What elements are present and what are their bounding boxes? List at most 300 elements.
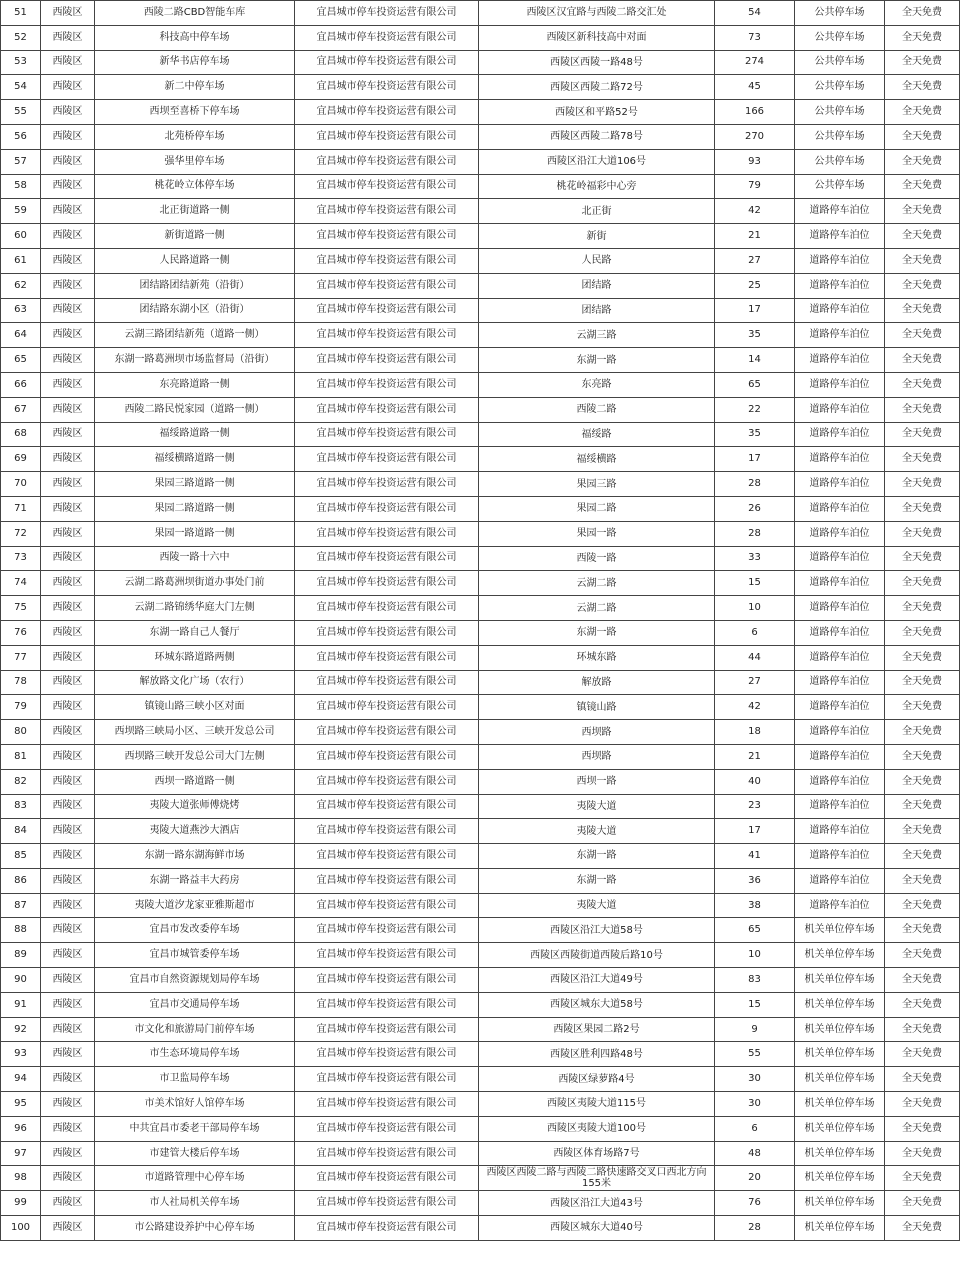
fee-policy-cell: 全天免费 (885, 1116, 960, 1141)
parking-type-cell: 机关单位停车场 (795, 1092, 885, 1117)
table-row (1, 819, 960, 844)
parking-type-cell: 机关单位停车场 (795, 968, 885, 993)
table-row (1, 273, 960, 298)
parking-type-cell: 机关单位停车场 (795, 918, 885, 943)
space-count-cell: 15 (715, 571, 795, 596)
table-row (1, 447, 960, 472)
address-cell: 西陵区新科技高中对面 (479, 25, 715, 50)
parking-type-cell: 道路停车泊位 (795, 720, 885, 745)
fee-policy-cell: 全天免费 (885, 720, 960, 745)
table-row (1, 397, 960, 422)
row-number-cell: 99 (1, 1191, 41, 1216)
table-row (1, 943, 960, 968)
fee-policy-cell: 全天免费 (885, 794, 960, 819)
fee-policy-cell: 全天免费 (885, 75, 960, 100)
address-cell: 西陵区夷陵大道100号 (479, 1116, 715, 1141)
space-count-cell: 40 (715, 769, 795, 794)
row-number-cell: 93 (1, 1042, 41, 1067)
parking-lot-name-cell: 西陵一路十六中 (95, 546, 295, 571)
space-count-cell: 28 (715, 472, 795, 497)
table-row (1, 224, 960, 249)
parking-type-cell: 道路停车泊位 (795, 695, 885, 720)
space-count-cell: 27 (715, 248, 795, 273)
parking-lot-name-cell: 强华里停车场 (95, 149, 295, 174)
space-count-cell: 30 (715, 1067, 795, 1092)
parking-lot-name-cell: 西坝路三峡开发总公司大门左侧 (95, 744, 295, 769)
parking-lot-name-cell: 桃花岭立体停车场 (95, 174, 295, 199)
district-cell: 西陵区 (41, 992, 95, 1017)
table-row (1, 670, 960, 695)
operator-cell: 宜昌城市停车投资运营有限公司 (295, 422, 479, 447)
parking-lot-name-cell: 北苑桥停车场 (95, 124, 295, 149)
district-cell: 西陵区 (41, 720, 95, 745)
operator-cell: 宜昌城市停车投资运营有限公司 (295, 844, 479, 869)
table-row (1, 149, 960, 174)
address-cell: 西陵区体育场路7号 (479, 1141, 715, 1166)
parking-table-body (1, 1, 960, 1241)
operator-cell: 宜昌城市停车投资运营有限公司 (295, 1166, 479, 1191)
operator-cell: 宜昌城市停车投资运营有限公司 (295, 25, 479, 50)
parking-type-cell: 道路停车泊位 (795, 248, 885, 273)
parking-type-cell: 道路停车泊位 (795, 868, 885, 893)
district-cell: 西陵区 (41, 1017, 95, 1042)
space-count-cell: 20 (715, 1166, 795, 1191)
row-number-cell: 72 (1, 521, 41, 546)
address-cell: 西陵区西陵一路48号 (479, 50, 715, 75)
row-number-cell: 74 (1, 571, 41, 596)
address-cell: 云湖二路 (479, 571, 715, 596)
address-cell: 镇镜山路 (479, 695, 715, 720)
row-number-cell: 76 (1, 620, 41, 645)
fee-policy-cell: 全天免费 (885, 248, 960, 273)
address-cell: 西陵区和平路52号 (479, 100, 715, 125)
parking-type-cell: 道路停车泊位 (795, 670, 885, 695)
parking-lot-name-cell: 西坝至喜桥下停车场 (95, 100, 295, 125)
address-cell: 环城东路 (479, 645, 715, 670)
parking-lot-name-cell: 东湖一路葛洲坝市场监督局（沿街） (95, 348, 295, 373)
operator-cell: 宜昌城市停车投资运营有限公司 (295, 1191, 479, 1216)
row-number-cell: 82 (1, 769, 41, 794)
address-cell: 西陵区西陵二路72号 (479, 75, 715, 100)
operator-cell: 宜昌城市停车投资运营有限公司 (295, 472, 479, 497)
fee-policy-cell: 全天免费 (885, 695, 960, 720)
operator-cell: 宜昌城市停车投资运营有限公司 (295, 968, 479, 993)
operator-cell: 宜昌城市停车投资运营有限公司 (295, 248, 479, 273)
address-cell: 西陵一路 (479, 546, 715, 571)
district-cell: 西陵区 (41, 149, 95, 174)
space-count-cell: 17 (715, 447, 795, 472)
parking-type-cell: 机关单位停车场 (795, 1067, 885, 1092)
district-cell: 西陵区 (41, 1166, 95, 1191)
row-number-cell: 88 (1, 918, 41, 943)
fee-policy-cell: 全天免费 (885, 397, 960, 422)
space-count-cell: 28 (715, 1216, 795, 1241)
row-number-cell: 51 (1, 1, 41, 26)
row-number-cell: 64 (1, 323, 41, 348)
fee-policy-cell: 全天免费 (885, 372, 960, 397)
parking-lot-name-cell: 宜昌市交通局停车场 (95, 992, 295, 1017)
district-cell: 西陵区 (41, 744, 95, 769)
operator-cell: 宜昌城市停车投资运营有限公司 (295, 893, 479, 918)
fee-policy-cell: 全天免费 (885, 1, 960, 26)
table-row (1, 521, 960, 546)
table-row (1, 720, 960, 745)
operator-cell: 宜昌城市停车投资运营有限公司 (295, 1216, 479, 1241)
address-cell: 团结路 (479, 273, 715, 298)
operator-cell: 宜昌城市停车投资运营有限公司 (295, 720, 479, 745)
parking-lot-name-cell: 西坝一路道路一侧 (95, 769, 295, 794)
space-count-cell: 42 (715, 695, 795, 720)
parking-type-cell: 道路停车泊位 (795, 273, 885, 298)
row-number-cell: 87 (1, 893, 41, 918)
parking-lot-name-cell: 市公路建设养护中心停车场 (95, 1216, 295, 1241)
district-cell: 西陵区 (41, 670, 95, 695)
district-cell: 西陵区 (41, 1092, 95, 1117)
parking-type-cell: 道路停车泊位 (795, 422, 885, 447)
operator-cell: 宜昌城市停车投资运营有限公司 (295, 124, 479, 149)
fee-policy-cell: 全天免费 (885, 893, 960, 918)
district-cell: 西陵区 (41, 521, 95, 546)
parking-lot-name-cell: 果园一路道路一侧 (95, 521, 295, 546)
row-number-cell: 85 (1, 844, 41, 869)
table-row (1, 174, 960, 199)
operator-cell: 宜昌城市停车投资运营有限公司 (295, 298, 479, 323)
district-cell: 西陵区 (41, 571, 95, 596)
table-row (1, 868, 960, 893)
fee-policy-cell: 全天免费 (885, 224, 960, 249)
space-count-cell: 35 (715, 422, 795, 447)
parking-type-cell: 机关单位停车场 (795, 1191, 885, 1216)
space-count-cell: 65 (715, 372, 795, 397)
district-cell: 西陵区 (41, 546, 95, 571)
parking-type-cell: 机关单位停车场 (795, 1017, 885, 1042)
district-cell: 西陵区 (41, 620, 95, 645)
row-number-cell: 81 (1, 744, 41, 769)
operator-cell: 宜昌城市停车投资运营有限公司 (295, 50, 479, 75)
address-cell: 西陵区夷陵大道115号 (479, 1092, 715, 1117)
row-number-cell: 80 (1, 720, 41, 745)
operator-cell: 宜昌城市停车投资运营有限公司 (295, 323, 479, 348)
table-row (1, 1141, 960, 1166)
table-row (1, 422, 960, 447)
fee-policy-cell: 全天免费 (885, 1067, 960, 1092)
fee-policy-cell: 全天免费 (885, 868, 960, 893)
row-number-cell: 83 (1, 794, 41, 819)
space-count-cell: 42 (715, 199, 795, 224)
row-number-cell: 56 (1, 124, 41, 149)
space-count-cell: 48 (715, 1141, 795, 1166)
parking-lot-name-cell: 夷陵大道张师傅烧烤 (95, 794, 295, 819)
table-row (1, 1216, 960, 1241)
parking-type-cell: 道路停车泊位 (795, 794, 885, 819)
fee-policy-cell: 全天免费 (885, 918, 960, 943)
table-row (1, 25, 960, 50)
row-number-cell: 62 (1, 273, 41, 298)
parking-lot-name-cell: 东湖一路益丰大药房 (95, 868, 295, 893)
parking-type-cell: 道路停车泊位 (795, 645, 885, 670)
fee-policy-cell: 全天免费 (885, 1092, 960, 1117)
parking-type-cell: 公共停车场 (795, 124, 885, 149)
district-cell: 西陵区 (41, 447, 95, 472)
parking-lot-name-cell: 环城东路道路两侧 (95, 645, 295, 670)
table-row (1, 1166, 960, 1191)
district-cell: 西陵区 (41, 1141, 95, 1166)
table-row (1, 844, 960, 869)
table-row (1, 50, 960, 75)
address-cell: 西陵区城东大道40号 (479, 1216, 715, 1241)
district-cell: 西陵区 (41, 323, 95, 348)
parking-lot-name-cell: 市道路管理中心停车场 (95, 1166, 295, 1191)
fee-policy-cell: 全天免费 (885, 100, 960, 125)
parking-lot-name-cell: 市卫监局停车场 (95, 1067, 295, 1092)
operator-cell: 宜昌城市停车投资运营有限公司 (295, 199, 479, 224)
fee-policy-cell: 全天免费 (885, 472, 960, 497)
operator-cell: 宜昌城市停车投资运营有限公司 (295, 1067, 479, 1092)
operator-cell: 宜昌城市停车投资运营有限公司 (295, 546, 479, 571)
space-count-cell: 65 (715, 918, 795, 943)
parking-lot-name-cell: 云湖二路葛洲坝街道办事处门前 (95, 571, 295, 596)
operator-cell: 宜昌城市停车投资运营有限公司 (295, 273, 479, 298)
space-count-cell: 30 (715, 1092, 795, 1117)
operator-cell: 宜昌城市停车投资运营有限公司 (295, 372, 479, 397)
district-cell: 西陵区 (41, 1042, 95, 1067)
district-cell: 西陵区 (41, 50, 95, 75)
row-number-cell: 65 (1, 348, 41, 373)
address-cell: 解放路 (479, 670, 715, 695)
table-row (1, 323, 960, 348)
space-count-cell: 270 (715, 124, 795, 149)
district-cell: 西陵区 (41, 893, 95, 918)
address-cell: 夷陵大道 (479, 794, 715, 819)
fee-policy-cell: 全天免费 (885, 571, 960, 596)
operator-cell: 宜昌城市停车投资运营有限公司 (295, 918, 479, 943)
parking-lot-name-cell: 东湖一路东湖海鲜市场 (95, 844, 295, 869)
row-number-cell: 100 (1, 1216, 41, 1241)
address-cell: 桃花岭福彩中心旁 (479, 174, 715, 199)
row-number-cell: 59 (1, 199, 41, 224)
table-row (1, 124, 960, 149)
row-number-cell: 94 (1, 1067, 41, 1092)
district-cell: 西陵区 (41, 819, 95, 844)
district-cell: 西陵区 (41, 1216, 95, 1241)
fee-policy-cell: 全天免费 (885, 1042, 960, 1067)
table-row (1, 1191, 960, 1216)
parking-type-cell: 机关单位停车场 (795, 1141, 885, 1166)
fee-policy-cell: 全天免费 (885, 1166, 960, 1191)
parking-type-cell: 公共停车场 (795, 25, 885, 50)
district-cell: 西陵区 (41, 868, 95, 893)
parking-type-cell: 道路停车泊位 (795, 199, 885, 224)
fee-policy-cell: 全天免费 (885, 992, 960, 1017)
fee-policy-cell: 全天免费 (885, 1216, 960, 1241)
row-number-cell: 98 (1, 1166, 41, 1191)
space-count-cell: 17 (715, 819, 795, 844)
address-cell: 果园二路 (479, 496, 715, 521)
parking-type-cell: 道路停车泊位 (795, 323, 885, 348)
fee-policy-cell: 全天免费 (885, 199, 960, 224)
fee-policy-cell: 全天免费 (885, 1141, 960, 1166)
parking-type-cell: 公共停车场 (795, 1, 885, 26)
row-number-cell: 63 (1, 298, 41, 323)
address-cell: 东湖一路 (479, 868, 715, 893)
district-cell: 西陵区 (41, 348, 95, 373)
row-number-cell: 53 (1, 50, 41, 75)
address-cell: 西陵区西陵二路78号 (479, 124, 715, 149)
parking-type-cell: 公共停车场 (795, 50, 885, 75)
space-count-cell: 27 (715, 670, 795, 695)
row-number-cell: 67 (1, 397, 41, 422)
parking-lot-name-cell: 新华书店停车场 (95, 50, 295, 75)
parking-type-cell: 道路停车泊位 (795, 521, 885, 546)
row-number-cell: 75 (1, 596, 41, 621)
operator-cell: 宜昌城市停车投资运营有限公司 (295, 868, 479, 893)
operator-cell: 宜昌城市停车投资运营有限公司 (295, 819, 479, 844)
parking-type-cell: 道路停车泊位 (795, 447, 885, 472)
operator-cell: 宜昌城市停车投资运营有限公司 (295, 744, 479, 769)
parking-lot-name-cell: 团结路东湖小区（沿街） (95, 298, 295, 323)
space-count-cell: 38 (715, 893, 795, 918)
address-cell: 夷陵大道 (479, 819, 715, 844)
table-row (1, 596, 960, 621)
row-number-cell: 86 (1, 868, 41, 893)
row-number-cell: 52 (1, 25, 41, 50)
space-count-cell: 21 (715, 744, 795, 769)
parking-lot-name-cell: 宜昌市发改委停车场 (95, 918, 295, 943)
parking-type-cell: 机关单位停车场 (795, 1166, 885, 1191)
parking-lot-name-cell: 市建管大楼后停车场 (95, 1141, 295, 1166)
operator-cell: 宜昌城市停车投资运营有限公司 (295, 992, 479, 1017)
address-cell: 团结路 (479, 298, 715, 323)
table-row (1, 1092, 960, 1117)
district-cell: 西陵区 (41, 224, 95, 249)
table-row (1, 496, 960, 521)
operator-cell: 宜昌城市停车投资运营有限公司 (295, 645, 479, 670)
address-cell: 新街 (479, 224, 715, 249)
parking-lot-name-cell: 果园二路道路一侧 (95, 496, 295, 521)
operator-cell: 宜昌城市停车投资运营有限公司 (295, 1042, 479, 1067)
parking-lot-name-cell: 市文化和旅游局门前停车场 (95, 1017, 295, 1042)
space-count-cell: 18 (715, 720, 795, 745)
address-cell: 夷陵大道 (479, 893, 715, 918)
parking-type-cell: 道路停车泊位 (795, 348, 885, 373)
table-row (1, 546, 960, 571)
table-row (1, 1116, 960, 1141)
address-cell: 西坝路 (479, 744, 715, 769)
parking-lot-name-cell: 福绥横路道路一侧 (95, 447, 295, 472)
table-row (1, 744, 960, 769)
table-row (1, 348, 960, 373)
fee-policy-cell: 全天免费 (885, 149, 960, 174)
parking-type-cell: 道路停车泊位 (795, 496, 885, 521)
row-number-cell: 96 (1, 1116, 41, 1141)
district-cell: 西陵区 (41, 1191, 95, 1216)
fee-policy-cell: 全天免费 (885, 744, 960, 769)
table-row (1, 695, 960, 720)
table-row (1, 372, 960, 397)
fee-policy-cell: 全天免费 (885, 496, 960, 521)
operator-cell: 宜昌城市停车投资运营有限公司 (295, 447, 479, 472)
operator-cell: 宜昌城市停车投资运营有限公司 (295, 521, 479, 546)
address-cell: 果园一路 (479, 521, 715, 546)
space-count-cell: 10 (715, 943, 795, 968)
parking-lot-name-cell: 北正街道路一侧 (95, 199, 295, 224)
district-cell: 西陵区 (41, 695, 95, 720)
parking-lot-name-cell: 云湖二路锦绣华庭大门左侧 (95, 596, 295, 621)
fee-policy-cell: 全天免费 (885, 844, 960, 869)
parking-type-cell: 机关单位停车场 (795, 1216, 885, 1241)
table-row (1, 968, 960, 993)
district-cell: 西陵区 (41, 273, 95, 298)
parking-type-cell: 道路停车泊位 (795, 819, 885, 844)
address-cell: 福绥横路 (479, 447, 715, 472)
operator-cell: 宜昌城市停车投资运营有限公司 (295, 1141, 479, 1166)
district-cell: 西陵区 (41, 298, 95, 323)
address-cell: 西陵区绿萝路4号 (479, 1067, 715, 1092)
parking-lot-name-cell: 镇镜山路三峡小区对面 (95, 695, 295, 720)
operator-cell: 宜昌城市停车投资运营有限公司 (295, 496, 479, 521)
district-cell: 西陵区 (41, 1067, 95, 1092)
fee-policy-cell: 全天免费 (885, 1191, 960, 1216)
table-row (1, 645, 960, 670)
address-cell: 西陵区汉宜路与西陵二路交汇处 (479, 1, 715, 26)
row-number-cell: 57 (1, 149, 41, 174)
space-count-cell: 23 (715, 794, 795, 819)
operator-cell: 宜昌城市停车投资运营有限公司 (295, 695, 479, 720)
space-count-cell: 6 (715, 620, 795, 645)
operator-cell: 宜昌城市停车投资运营有限公司 (295, 1092, 479, 1117)
table-row (1, 571, 960, 596)
parking-lot-name-cell: 中共宜昌市委老干部局停车场 (95, 1116, 295, 1141)
fee-policy-cell: 全天免费 (885, 447, 960, 472)
district-cell: 西陵区 (41, 769, 95, 794)
address-cell: 东湖一路 (479, 620, 715, 645)
parking-type-cell: 公共停车场 (795, 75, 885, 100)
operator-cell: 宜昌城市停车投资运营有限公司 (295, 571, 479, 596)
row-number-cell: 70 (1, 472, 41, 497)
fee-policy-cell: 全天免费 (885, 968, 960, 993)
row-number-cell: 54 (1, 75, 41, 100)
fee-policy-cell: 全天免费 (885, 943, 960, 968)
address-cell: 人民路 (479, 248, 715, 273)
fee-policy-cell: 全天免费 (885, 521, 960, 546)
space-count-cell: 36 (715, 868, 795, 893)
space-count-cell: 274 (715, 50, 795, 75)
table-row (1, 472, 960, 497)
parking-lot-name-cell: 人民路道路一侧 (95, 248, 295, 273)
district-cell: 西陵区 (41, 75, 95, 100)
operator-cell: 宜昌城市停车投资运营有限公司 (295, 620, 479, 645)
parking-lot-name-cell: 西陵二路CBD智能车库 (95, 1, 295, 26)
operator-cell: 宜昌城市停车投资运营有限公司 (295, 224, 479, 249)
fee-policy-cell: 全天免费 (885, 323, 960, 348)
row-number-cell: 84 (1, 819, 41, 844)
parking-lot-name-cell: 市人社局机关停车场 (95, 1191, 295, 1216)
operator-cell: 宜昌城市停车投资运营有限公司 (295, 794, 479, 819)
space-count-cell: 54 (715, 1, 795, 26)
district-cell: 西陵区 (41, 794, 95, 819)
space-count-cell: 17 (715, 298, 795, 323)
parking-type-cell: 道路停车泊位 (795, 472, 885, 497)
district-cell: 西陵区 (41, 174, 95, 199)
district-cell: 西陵区 (41, 199, 95, 224)
fee-policy-cell: 全天免费 (885, 25, 960, 50)
address-cell: 果园三路 (479, 472, 715, 497)
parking-type-cell: 道路停车泊位 (795, 571, 885, 596)
address-cell: 东湖一路 (479, 348, 715, 373)
operator-cell: 宜昌城市停车投资运营有限公司 (295, 149, 479, 174)
parking-type-cell: 机关单位停车场 (795, 992, 885, 1017)
table-row (1, 918, 960, 943)
